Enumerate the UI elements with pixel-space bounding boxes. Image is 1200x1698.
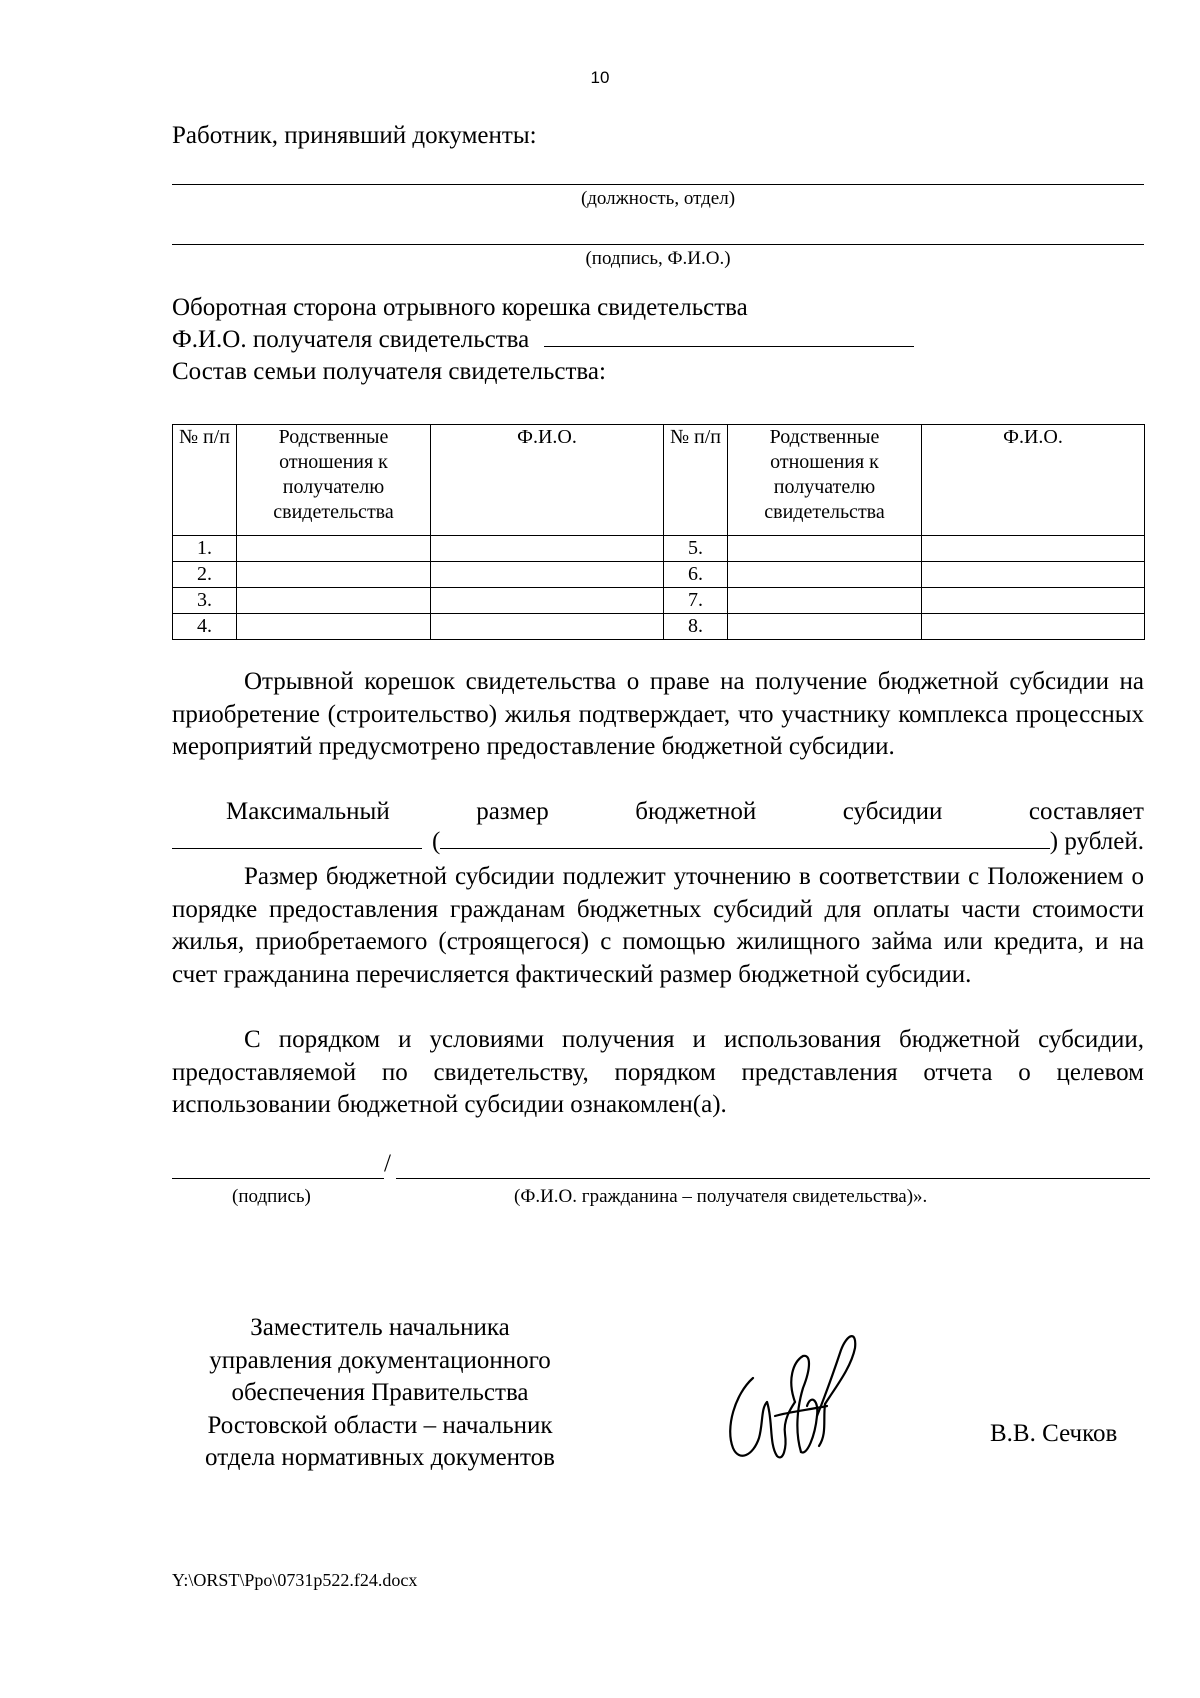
amount-tail: ) рублей.: [1049, 828, 1144, 855]
citizen-sign-caption: (подпись): [232, 1186, 311, 1207]
row-num: 7.: [664, 588, 728, 614]
row-num: 6.: [664, 562, 728, 588]
header-relation-right: Родственные отношения к получателю свидетельства: [728, 425, 922, 536]
header-name-right: Ф.И.О.: [922, 425, 1145, 536]
name-cell[interactable]: [431, 562, 664, 588]
row-num: 4.: [173, 614, 237, 640]
table-row: [173, 614, 1145, 640]
citizen-name-line[interactable]: [396, 1178, 1150, 1179]
word: составляет: [1028, 798, 1144, 825]
row-num: 3.: [173, 588, 237, 614]
official-line: отдела нормативных документов: [205, 1444, 555, 1471]
file-path-footer: Y:\ORST\Ppo\0731p522.f24.docx: [172, 1570, 418, 1590]
relation-cell[interactable]: [237, 536, 431, 562]
recipient-line: [172, 326, 914, 354]
table-row: [173, 588, 1145, 614]
name-cell[interactable]: [431, 614, 664, 640]
official-line: Ростовской области – начальник: [207, 1411, 553, 1439]
citizen-name-caption: (Ф.И.О. гражданина – получателя свидетельства)».: [514, 1186, 928, 1207]
header-num-right: № п/п: [664, 425, 728, 536]
official-position-block: [170, 1312, 590, 1475]
word: субсидии: [842, 798, 943, 825]
header-name-left: Ф.И.О.: [431, 425, 664, 536]
paragraph-max-subsidy-line: [172, 796, 1144, 829]
header-relation-left: Родственные отношения к получателю свидетельства: [237, 425, 431, 536]
name-cell[interactable]: [431, 588, 664, 614]
relation-cell[interactable]: [237, 614, 431, 640]
official-name: В.В. Сечков: [990, 1420, 1118, 1447]
slash-separator: /: [384, 1150, 391, 1177]
name-cell[interactable]: [922, 588, 1145, 614]
official-line: управления документационного: [209, 1346, 551, 1374]
paragraph-subsidy-adjustment: Размер бюджетной субсидии подлежит уточнению в соответствии с Положением о порядке предоставления гражданам бюджетных субсидий для оплаты части стоимости жилья, приобретаемого (строящегося) с помощью жилищного займа или кредита, и на счет гражданина перечисляется фактический размер бюджетной субсидии.: [172, 863, 1144, 988]
table-row: [173, 536, 1145, 562]
signature-caption: (подпись, Ф.И.О.): [585, 248, 731, 269]
word: Максимальный: [226, 798, 390, 825]
family-table: [172, 424, 1145, 640]
position-caption: (должность, отдел): [580, 188, 736, 209]
recipient-label: Ф.И.О. получателя свидетельства: [172, 326, 530, 353]
row-num: 2.: [173, 562, 237, 588]
table-header-row: [173, 425, 1145, 536]
position-line[interactable]: [172, 184, 1144, 185]
relation-cell[interactable]: [237, 562, 431, 588]
official-line: Заместитель начальника: [250, 1314, 510, 1341]
relation-cell[interactable]: [237, 588, 431, 614]
handwritten-signature: [715, 1316, 875, 1476]
relation-cell[interactable]: [728, 536, 922, 562]
paragraph-stub-purpose: Отрывной корешок свидетельства о праве на получение бюджетной субсидии на приобретение (строительство) жилья подтверждает, что участнику комплекса процессных мероприятий предусмотрено предоставление бюджетной субсидии.: [172, 668, 1144, 760]
row-num: 8.: [664, 614, 728, 640]
header-num-left: № п/п: [173, 425, 237, 536]
word: бюджетной: [635, 798, 757, 825]
table-row: [173, 562, 1145, 588]
receiver-title: Работник, принявший документы:: [172, 122, 537, 149]
row-num: 1.: [173, 536, 237, 562]
page-number: 10: [590, 68, 610, 87]
citizen-sign-line[interactable]: [172, 1178, 384, 1179]
subsidy-amount-words-field[interactable]: [440, 828, 1049, 849]
subsidy-amount-line: [172, 828, 1144, 856]
stub-heading: Оборотная сторона отрывного корешка свидетельства: [172, 294, 748, 321]
word: размер: [476, 798, 549, 825]
name-cell[interactable]: [431, 536, 664, 562]
relation-cell[interactable]: [728, 562, 922, 588]
row-num: 5.: [664, 536, 728, 562]
name-cell[interactable]: [922, 614, 1145, 640]
official-line: обеспечения Правительства: [231, 1379, 529, 1406]
paragraph-acknowledgement: С порядком и условиями получения и использования бюджетной субсидии, предоставляемой по свидетельству, порядком представления отчета о целевом использовании бюджетной субсидии ознакомлен(а).: [172, 1026, 1144, 1118]
relation-cell[interactable]: [728, 588, 922, 614]
name-cell[interactable]: [922, 562, 1145, 588]
name-cell[interactable]: [922, 536, 1145, 562]
subsidy-amount-field[interactable]: [172, 828, 422, 849]
recipient-name-field[interactable]: [544, 326, 914, 347]
paren-open: (: [432, 828, 441, 855]
signature-line[interactable]: [172, 244, 1144, 245]
relation-cell[interactable]: [728, 614, 922, 640]
family-label: Состав семьи получателя свидетельства:: [172, 358, 606, 385]
